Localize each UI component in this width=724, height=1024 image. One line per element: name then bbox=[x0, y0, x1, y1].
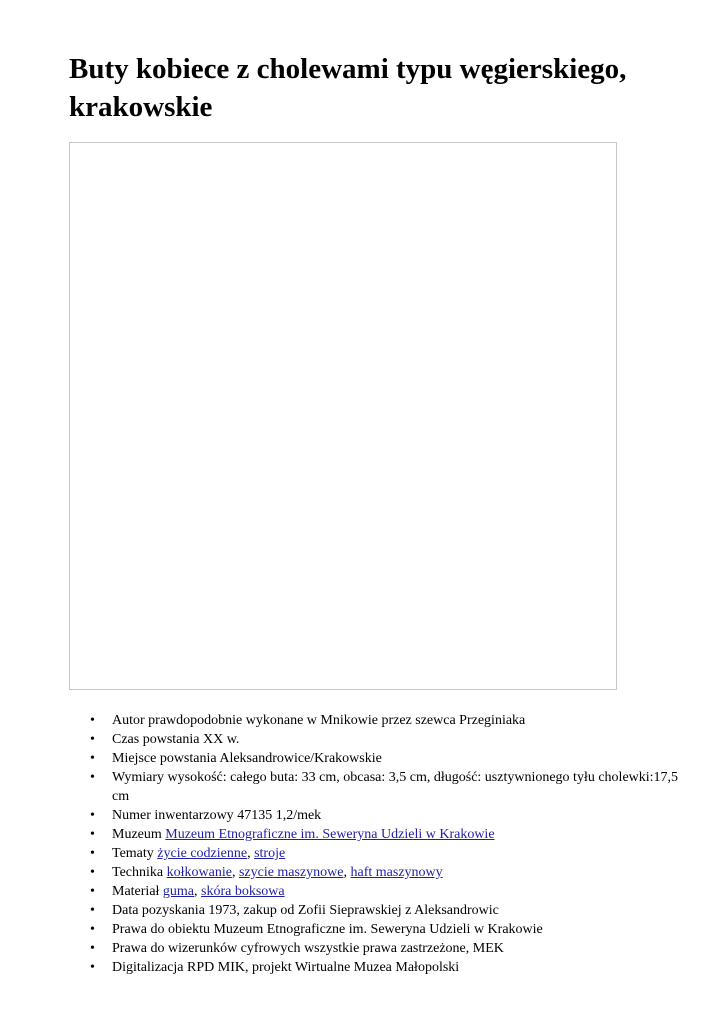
topic-link[interactable]: życie codzienne bbox=[157, 846, 248, 861]
museum-link[interactable]: Muzeum Etnograficzne im. Seweryna Udzieli w Krakowie bbox=[165, 827, 495, 842]
detail-autor bbox=[112, 711, 692, 730]
detail-label: Technika bbox=[112, 865, 164, 880]
detail-label: Materiał bbox=[112, 884, 160, 899]
detail-material: • Materiał guma, skóra boksowa bbox=[112, 882, 692, 901]
detail-value: 47135 1,2/mek bbox=[237, 808, 322, 823]
detail-muzeum bbox=[112, 825, 692, 844]
technique-link[interactable]: kołkowanie bbox=[166, 865, 232, 880]
detail-miejsce-powstania bbox=[112, 749, 692, 768]
object-image-placeholder bbox=[69, 142, 617, 690]
technique-link[interactable]: szycie maszynowe bbox=[238, 865, 344, 880]
detail-value: Aleksandrowice/Krakowskie bbox=[219, 751, 382, 766]
detail-prawa-do-obiektu bbox=[112, 920, 692, 939]
detail-value: prawdopodobnie wykonane w Mnikowie przez szewca Przeginiaka bbox=[148, 713, 526, 728]
topic-link[interactable]: stroje bbox=[254, 846, 286, 861]
detail-label: Prawa do wizerunków cyfrowych bbox=[112, 941, 301, 956]
material-link[interactable]: skóra boksowa bbox=[201, 884, 285, 899]
detail-numer-inwentarzowy bbox=[112, 806, 692, 825]
detail-value: XX w. bbox=[202, 732, 240, 747]
object-details-list bbox=[69, 711, 692, 977]
detail-value: wysokość: całego buta: 33 cm, obcasa: 3,5 cm, długość: usztywnionego tyłu cholewki:17,5 cm bbox=[112, 770, 679, 804]
detail-label: Czas powstania bbox=[112, 732, 200, 747]
detail-label: Data pozyskania bbox=[112, 903, 205, 918]
material-link[interactable]: guma bbox=[162, 884, 195, 899]
detail-data-pozyskania bbox=[112, 901, 692, 920]
detail-label: Wymiary bbox=[112, 770, 165, 785]
detail-value: RPD MIK, projekt Wirtualne Muzea Małopolski bbox=[187, 960, 460, 975]
detail-label: Muzeum bbox=[112, 827, 162, 842]
detail-label: Numer inwentarzowy bbox=[112, 808, 234, 823]
page-title: Buty kobiece z cholewami typu węgierskiego, krakowskie bbox=[69, 53, 627, 123]
detail-label: Miejsce powstania bbox=[112, 751, 217, 766]
detail-value: 1973, zakup od Zofii Sieprawskiej z Aleksandrowic bbox=[208, 903, 499, 918]
detail-czas-powstania bbox=[112, 730, 692, 749]
detail-label: Tematy bbox=[112, 846, 154, 861]
detail-tematy: • Tematy życie codzienne, stroje bbox=[112, 844, 692, 863]
detail-digitalizacja bbox=[112, 958, 692, 977]
detail-label: Prawa do obiektu bbox=[112, 922, 210, 937]
detail-label: Autor bbox=[112, 713, 145, 728]
detail-label: Digitalizacja bbox=[112, 960, 184, 975]
detail-prawa-do-wizerunkow bbox=[112, 939, 692, 958]
detail-value: Muzeum Etnograficzne im. Seweryna Udzieli w Krakowie bbox=[213, 922, 543, 937]
detail-wymiary bbox=[112, 768, 692, 806]
technique-link[interactable]: haft maszynowy bbox=[350, 865, 443, 880]
detail-technika: • Technika kołkowanie, szycie maszynowe, haft maszynowy bbox=[112, 863, 692, 882]
detail-value: wszystkie prawa zastrzeżone, MEK bbox=[304, 941, 504, 956]
